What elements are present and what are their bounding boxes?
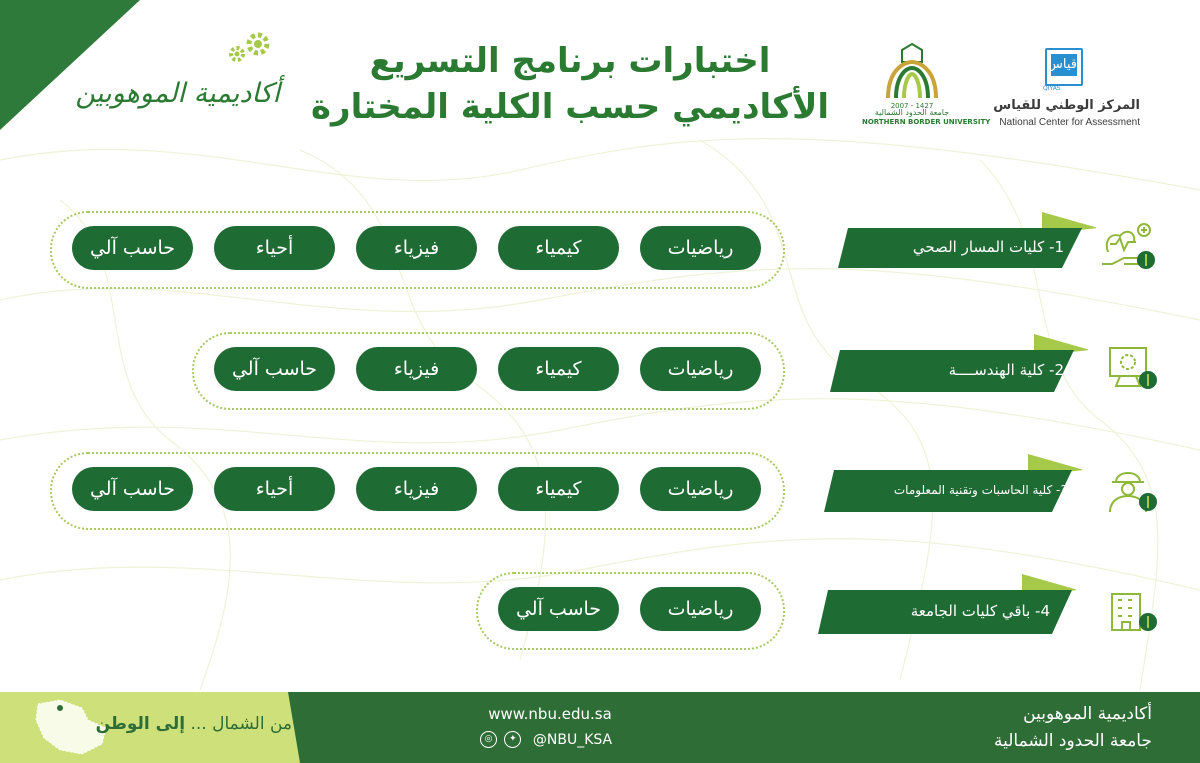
college-label: 4- باقي كليات الجامعة: [910, 602, 1050, 620]
instagram-icon[interactable]: ◎: [480, 731, 497, 748]
qiyas-logo: [995, 45, 1145, 135]
qiyas-mark: قياس: [1045, 48, 1083, 86]
building-icon: [1104, 584, 1160, 640]
college-banner-4: [816, 572, 1076, 636]
subject-pill: فيزياء: [356, 347, 477, 391]
social-row: [480, 731, 640, 748]
nbu-logo: [862, 40, 991, 130]
subject-pill: حاسب آلي: [498, 587, 619, 631]
subject-pill: حاسب آلي: [72, 467, 193, 511]
academy-logo: [75, 30, 290, 130]
title-line-2: الأكاديمي حسب الكلية المختارة: [310, 87, 830, 127]
university-emblem-icon: [880, 40, 944, 100]
gear-icon: [220, 30, 280, 70]
subject-pill: رياضيات: [640, 347, 761, 391]
page-title: [300, 38, 840, 130]
social-handle[interactable]: @NBU_KSA: [532, 731, 613, 748]
college-label: 2- كلية الهندســــة: [948, 361, 1064, 379]
subject-pill: كيمياء: [498, 347, 619, 391]
nbu-caption-en: NORTHERN BORDER UNIVERSITY: [862, 118, 991, 126]
subject-pill: حاسب آلي: [214, 347, 335, 391]
twitter-icon[interactable]: ✦: [504, 731, 521, 748]
subject-pill: رياضيات: [640, 467, 761, 511]
academy-logo-text: أكاديمية الموهوبين: [75, 78, 280, 109]
subject-pill: رياضيات: [640, 226, 761, 270]
footer-university-name: جامعة الحدود الشمالية: [994, 731, 1152, 751]
nbu-year: 2007 - 1427: [890, 102, 934, 110]
subject-pill: أحياء: [214, 467, 335, 511]
college-banner-1: [836, 210, 1096, 274]
college-label: 1- كليات المسار الصحي: [912, 238, 1064, 256]
subject-pill: فيزياء: [356, 226, 477, 270]
slogan-part-2: إلى الوطن: [95, 714, 186, 734]
college-banner-3: [822, 452, 1082, 516]
engineering-icon: [1104, 342, 1160, 398]
subject-pill: كيمياء: [498, 467, 619, 511]
title-line-1: اختبارات برنامج التسريع: [369, 41, 771, 81]
college-label: 3- كلية الحاسبات وتقنية المعلومات: [893, 483, 1068, 497]
qiyas-small-text: QIYAS: [1043, 85, 1061, 92]
subject-pill: كيمياء: [498, 226, 619, 270]
slogan-part-1: من الشمال ...: [190, 714, 292, 734]
college-banner-2: [828, 332, 1088, 396]
health-icon: [1100, 218, 1156, 274]
website-link[interactable]: www.nbu.edu.sa: [488, 705, 612, 723]
qiyas-name-en: National Center for Assessment: [999, 117, 1140, 128]
subject-pill: رياضيات: [640, 587, 761, 631]
subject-pill: فيزياء: [356, 467, 477, 511]
nbu-caption-ar: جامعة الحدود الشمالية: [874, 108, 950, 117]
footer-slogan: [95, 714, 292, 734]
subject-pill: حاسب آلي: [72, 226, 193, 270]
engineer-helmet-icon: [1104, 462, 1160, 518]
qiyas-name-ar: المركز الوطني للقياس: [993, 98, 1140, 113]
footer-academy-name: أكاديمية الموهوبين: [1023, 704, 1152, 724]
subject-pill: أحياء: [214, 226, 335, 270]
